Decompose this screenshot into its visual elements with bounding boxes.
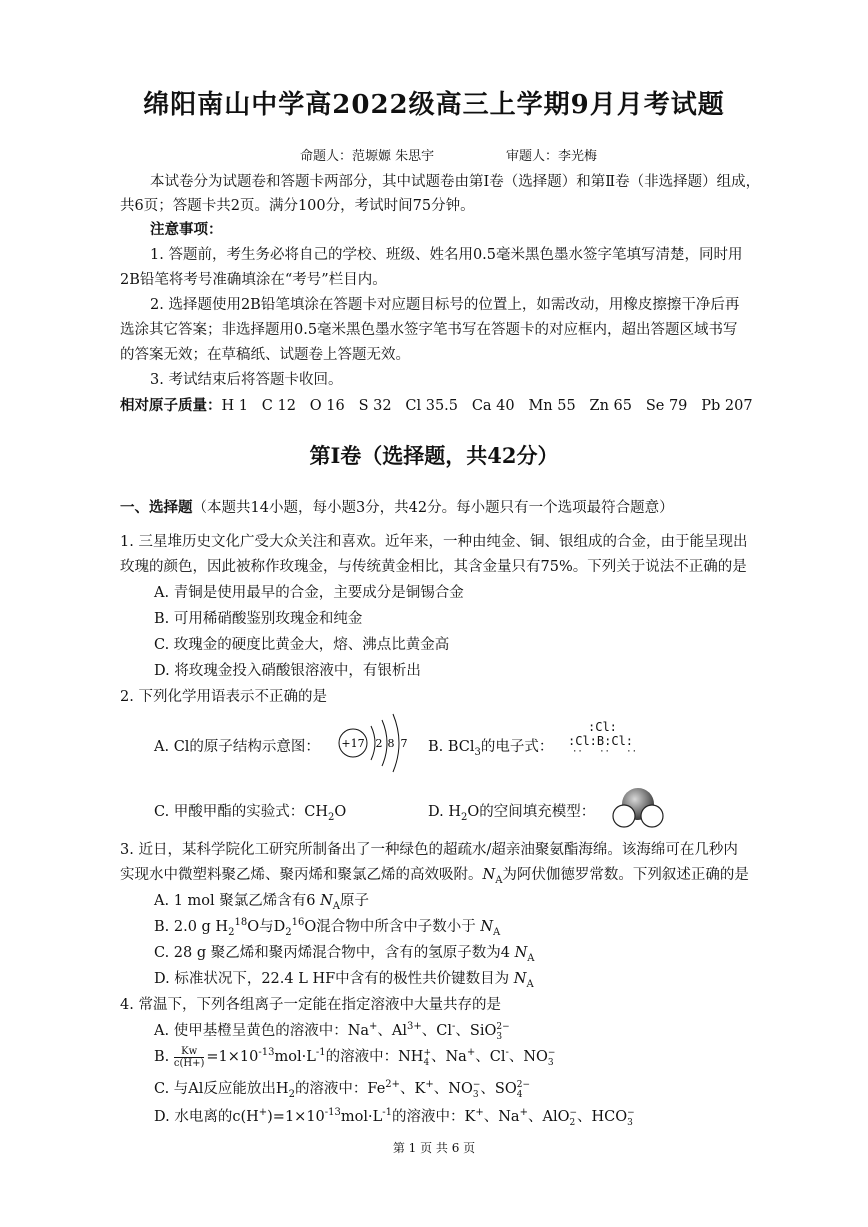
intro-line: 共6页；答题卡共2页。满分100分，考试时间75分钟。 — [120, 198, 475, 214]
page-title: 绵阳南山中学高2022级高三上学期9月月考试题 — [143, 90, 725, 120]
q3-b-sup: 16 — [291, 917, 305, 929]
lewis-top: :Cl: — [588, 720, 617, 734]
q4-c-sup: 2+ — [385, 1079, 401, 1091]
q4-option-d — [154, 1105, 635, 1128]
ion-charge: 3+ — [407, 1021, 422, 1033]
q4-stem: 4. 常温下，下列各组离子一定能在指定溶液中大量共存的是 — [120, 997, 501, 1013]
q4-a-text: A. 使甲基橙呈黄色的溶液中：Na — [154, 1023, 370, 1039]
q3-stem-part: 实现水中微塑料聚乙烯、聚丙烯和聚氯乙烯的高效吸附。 — [120, 867, 483, 883]
part-label: 一、选择题 — [120, 499, 193, 516]
ion-charge: + — [475, 1107, 484, 1119]
q4-c-text: C. 与Al反应能放出H — [154, 1081, 289, 1097]
q3-b-text: O与D — [247, 919, 286, 935]
ion-sub-sup: 2− 4 — [516, 1080, 531, 1100]
q4-d-text: D. 水电离的c(H — [154, 1109, 259, 1125]
kw-denominator: c(H+) — [173, 1057, 205, 1069]
q4-option-a — [154, 1019, 510, 1042]
q4-c-text: 、K — [400, 1081, 426, 1097]
q3-b-text: O混合物中所含中子数小于 — [304, 919, 481, 935]
q4-a-text: 、Al — [377, 1023, 408, 1039]
atomic-mass-label: 相对原子质量： — [120, 397, 222, 414]
q1-stem: 玫瑰的颜色，因此被称作玫瑰金，与传统黄金相比，其含金量只有75%。下列关于说法不正确的是 — [120, 559, 747, 575]
q4-b-text: 、Cl — [475, 1049, 506, 1065]
shell-arc — [382, 720, 387, 766]
q4-d-text: )=1×10 — [267, 1109, 325, 1125]
q4-b-text: =1×10 — [206, 1049, 259, 1065]
q2-d-prefix: D. H — [428, 804, 461, 820]
q2-option-b — [428, 735, 553, 758]
q2-c-end: O — [334, 804, 347, 820]
na-sub: A — [527, 952, 535, 964]
q4-d-sup: -13 — [324, 1107, 341, 1119]
part-header — [120, 496, 674, 517]
q4-d-text: mol·L — [340, 1109, 383, 1125]
ion-sub-sup: − 3 — [472, 1080, 481, 1100]
q4-d-sup: -1 — [382, 1107, 392, 1119]
q3-a-text: 原子 — [340, 893, 370, 909]
intro-line: 本试卷分为试题卷和答题卡两部分，其中试题卷由第Ⅰ卷（选择题）和第Ⅱ卷（非选择题）组成， — [150, 174, 761, 190]
q1-stem: 1. 三星堆历史文化广受大众关注和喜欢。近年来，一种由纯金、铜、银组成的合金，由于能呈现出 — [120, 534, 748, 550]
ion-sub-sup: − 3 — [627, 1108, 635, 1128]
authors: 命题人：范塬嫄 朱思宇 — [300, 149, 435, 164]
section-title: 第Ⅰ卷（选择题，共42分） — [309, 443, 559, 468]
q2-option-d — [428, 800, 595, 823]
na-sub: A — [495, 874, 503, 886]
ion-sub-sup: − 3 — [547, 1048, 556, 1068]
page-footer: 第 1 页 共 6 页 — [392, 1141, 476, 1155]
q2-d-suffix: O的空间填充模型： — [467, 804, 596, 820]
na-symbol: N — [513, 971, 527, 987]
q3-option-b — [154, 915, 500, 938]
q3-b-sub: 2 — [228, 926, 235, 938]
q4-d-text: 、Na — [483, 1109, 520, 1125]
q4-b-sup: -13 — [258, 1047, 275, 1059]
q2-c-text: C. 甲酸甲酯的实验式：CH — [154, 804, 329, 820]
q3-stem-part: 为阿伏伽德罗常数。下列叙述正确的是 — [502, 867, 749, 883]
notice-line: 1. 答题前，考生务必将自己的学校、班级、姓名用0.5毫米黑色墨水签字笔填写清楚，同时用 — [150, 247, 743, 263]
q4-c-sub: 2 — [288, 1088, 295, 1100]
q4-b-text: 的溶液中：NH — [325, 1049, 424, 1065]
shell-electrons: 7 — [400, 737, 408, 750]
q2-b-prefix: B. BCl — [428, 739, 475, 755]
ion-charge: + — [466, 1047, 476, 1059]
q4-d-text: 、HCO — [577, 1109, 628, 1125]
hydrogen-atom — [641, 805, 663, 827]
na-symbol: N — [514, 945, 528, 961]
q4-b-sup: -1 — [315, 1047, 326, 1059]
notice-line: 3. 考试结束后将答题卡收回。 — [150, 372, 343, 388]
q3-option-d — [154, 967, 534, 990]
na-symbol: N — [480, 919, 494, 935]
lewis-structure — [568, 720, 637, 756]
shell-electrons: 8 — [387, 737, 395, 750]
q3-option-a — [154, 889, 369, 912]
q2-b-suffix: 的电子式： — [480, 739, 554, 755]
na-symbol: N — [482, 867, 496, 883]
notice-line: 2. 选择题使用2B铅笔填涂在答题卡对应题目标号的位置上，如需改动，用橡皮擦擦干净后再 — [150, 297, 740, 313]
q2-b-sub: 3 — [474, 746, 481, 758]
ion-charge: + — [425, 1079, 434, 1091]
ion-sub-sup: + 4 — [423, 1048, 431, 1068]
q3-c-text: C. 28 g 聚乙烯和聚丙烯混合物中，含有的氢原子数为4 — [154, 945, 515, 961]
q3-stem — [120, 863, 749, 886]
q4-b-text: 、NO — [508, 1049, 548, 1065]
ion-sub-sup: − 2 — [569, 1108, 578, 1128]
atomic-mass-row — [120, 394, 753, 415]
q4-c-text: 的溶液中：Fe — [294, 1081, 386, 1097]
kw-numerator: Kw — [174, 1046, 205, 1058]
q1-option-c: C. 玫瑰金的硬度比黄金大，熔、沸点比黄金高 — [154, 637, 450, 653]
lewis-mid: :Cl:B:Cl: — [568, 734, 634, 748]
notice-heading: 注意事项： — [150, 221, 223, 238]
na-sub: A — [493, 926, 501, 938]
q2-stem: 2. 下列化学用语表示不正确的是 — [120, 689, 327, 705]
shell-electrons: 2 — [375, 737, 383, 750]
q3-a-text: A. 1 mol 聚氯乙烯含有6 — [154, 893, 321, 909]
q1-option-d: D. 将玫瑰金投入硝酸银溶液中，有银析出 — [154, 663, 421, 679]
ion-sub-sup: 2− 3 — [496, 1022, 510, 1042]
lewis-dots: ·· ·· ·· — [572, 747, 638, 757]
q4-a-text: 、Cl — [421, 1023, 453, 1039]
q2-c-sub: 2 — [328, 811, 335, 823]
q4-d-text: 、AlO — [527, 1109, 570, 1125]
ion-charge: + — [369, 1021, 378, 1033]
q4-b-text: 、Na — [430, 1049, 467, 1065]
q4-c-text: 、NO — [433, 1081, 473, 1097]
q1-option-b: B. 可用稀硝酸鉴别玫瑰金和纯金 — [154, 611, 363, 627]
q3-option-c — [154, 941, 535, 964]
na-sub: A — [332, 900, 341, 912]
nucleus-charge: +17 — [341, 737, 365, 750]
q4-b-label: B. — [154, 1049, 174, 1065]
reviewer: 审题人：李光梅 — [506, 149, 598, 164]
water-space-filling-model — [610, 786, 666, 830]
ion-charge: + — [519, 1107, 528, 1119]
q2-option-a: A. Cl的原子结构示意图： — [154, 739, 320, 755]
shell-arc — [371, 726, 375, 760]
q4-option-b — [154, 1045, 555, 1069]
q1-option-a: A. 青铜是使用最早的合金，主要成分是铜锡合金 — [154, 585, 464, 601]
ion-charge: + — [258, 1107, 268, 1119]
na-symbol: N — [320, 893, 333, 909]
q4-option-c — [154, 1077, 530, 1100]
q4-d-text: 的溶液中：K — [392, 1109, 476, 1125]
notice-line: 的答案无效；在草稿纸、试题卷上答题无效。 — [120, 347, 410, 363]
q2-option-c — [154, 800, 346, 823]
ion-charge: - — [452, 1021, 456, 1033]
q4-c-text: 、SO — [480, 1081, 517, 1097]
part-desc: （本题共14小题，每小题3分，共42分。每小题只有一个选项最符合题意） — [192, 500, 674, 516]
na-sub: A — [526, 978, 534, 990]
q3-stem: 3. 近日，某科学院化工研究所制备出了一种绿色的超疏水/超亲油聚氨酯海绵。该海绵可在几秒内 — [120, 842, 738, 858]
hydrogen-atom — [613, 805, 635, 827]
q4-a-text: 、SiO — [455, 1023, 497, 1039]
atomic-mass-values: H 1 C 12 O 16 S 32 Cl 35.5 Ca 40 Mn 55 Zn 65 Se 79 Pb 207 — [221, 398, 753, 414]
q4-b-text: mol·L — [274, 1049, 316, 1065]
q3-b-sup: 18 — [234, 917, 248, 929]
ion-charge: - — [505, 1047, 509, 1059]
q3-b-text: B. 2.0 g H — [154, 919, 229, 935]
q2-d-sub: 2 — [460, 811, 468, 823]
notice-line: 2B铅笔将考号准确填涂在“考号”栏目内。 — [120, 272, 387, 288]
q3-b-sub: 2 — [285, 926, 292, 938]
notice-line: 选涂其它答案；非选择题用0.5毫米黑色墨水签字笔书写在答题卡的对应框内，超出答题区域书写 — [120, 322, 738, 338]
kw-fraction — [174, 1046, 205, 1069]
q3-d-text: D. 标准状况下，22.4 L HF中含有的极性共价键数目为 — [154, 971, 514, 987]
atomic-structure-diagram — [335, 712, 413, 774]
